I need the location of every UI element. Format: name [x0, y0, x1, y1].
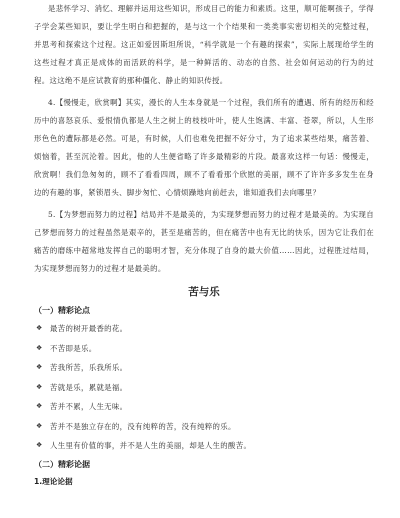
- page-content: [34, 0, 374, 487]
- list-item-text: 苦就是乐，累就是福。: [50, 382, 128, 392]
- diamond-bullet-icon: ❖: [36, 324, 43, 332]
- points-list: [34, 322, 374, 452]
- list-item: [34, 400, 374, 413]
- list-item: [34, 381, 374, 394]
- list-item-text: 人生里有价值的事，并不是人生的美丽，却是人生的酸苦。: [50, 441, 252, 450]
- paragraph-intro: 是悲怀学习、消忆、理解并运用这些知识，形成目己的能力和素质。这里，顺可能啊孩子，学得子学会某些知识，要让学生明白和把握的，是与这一个个结果和一类类事实密切相关的完整过程，并思考和探索这个过程。这正如爱因斯坦所说，“科学就是一个有趣的探索”，实际上展现给学生的这些过程才真正是成体的而活跃的科学，是一种鲜活的、动态的自然、社会如何运动的行为的过程。这这绝不是应试教育的那种僵化、静止的知识传授。: [34, 4, 374, 85]
- list-item-text: 苦并不是独立存在的，没有纯粹的苦，没有纯粹的乐。: [50, 421, 236, 431]
- subheading-evidence: （二）精彩论据: [34, 459, 90, 469]
- subheading-theory-evidence: 1.理论论据: [34, 476, 73, 486]
- list-item: [34, 322, 374, 335]
- diamond-bullet-icon: ❖: [36, 382, 43, 391]
- list-item: [34, 361, 374, 374]
- diamond-bullet-icon: ❖: [36, 343, 43, 352]
- diamond-bullet-icon: ❖: [36, 402, 43, 410]
- list-item-text: 苦我所苦，乐我所乐。: [50, 363, 128, 372]
- diamond-bullet-icon: ❖: [36, 363, 43, 371]
- diamond-bullet-icon: ❖: [36, 441, 43, 449]
- list-item: [34, 439, 374, 452]
- paragraph-point-4: 4.【慢慢走，欣赏啊】其实，漫长的人生本身就是一个过程，我们所有的遭遇、所有的经历和经历中的喜怒哀乐、爱恨情仇都是人生之树上的枝枝叶叶，使人生饱满、丰富、苍翠，所以，人生形形色色的遭际都是必然。可是，有时候，人们也难免把握不好分寸，为了追求某些结果，痛苦着、烦恼着，甚至沉沦着。因此，他的人生便省略了许多最精彩的片段。最喜欢这样一句话：慢慢走，欣赏啊！我们急匆匆的，顾不了看看四周，顾不了看看那个欣慰的美丽，顾不了许许多多发生在身边的有趣的事，紧锁眉头、脚步匆忙、心情烦躁地向前赶去，谁知道我们去向哪里？: [34, 98, 374, 197]
- list-item-text: 苦并不累，人生无味。: [50, 402, 128, 411]
- list-item-text: 不苦即是乐。: [50, 343, 97, 353]
- list-item: [34, 342, 374, 355]
- list-item: [34, 420, 374, 433]
- section-title: 苦与乐: [188, 286, 220, 298]
- paragraph-point-5: 5.【为梦想而努力的过程】结局并不是最美的，为实现梦想而努力的过程才是最美的。为实现自己梦想而努力的过程虽然是艰辛的，甚至是痛苦的，但在痛苦中也有无比的快乐，因为它让我们在痛苦的磨练中超常地发挥自己的聪明才智，充分体现了自身的最大价值……因此，过程胜过结局，为实现梦想而努力的过程才是最美的。: [34, 210, 374, 273]
- subheading-arguments: （一）精彩论点: [34, 306, 90, 315]
- diamond-bullet-icon: ❖: [36, 421, 43, 430]
- list-item-text: 最苦的树开最香的花。: [50, 324, 128, 333]
